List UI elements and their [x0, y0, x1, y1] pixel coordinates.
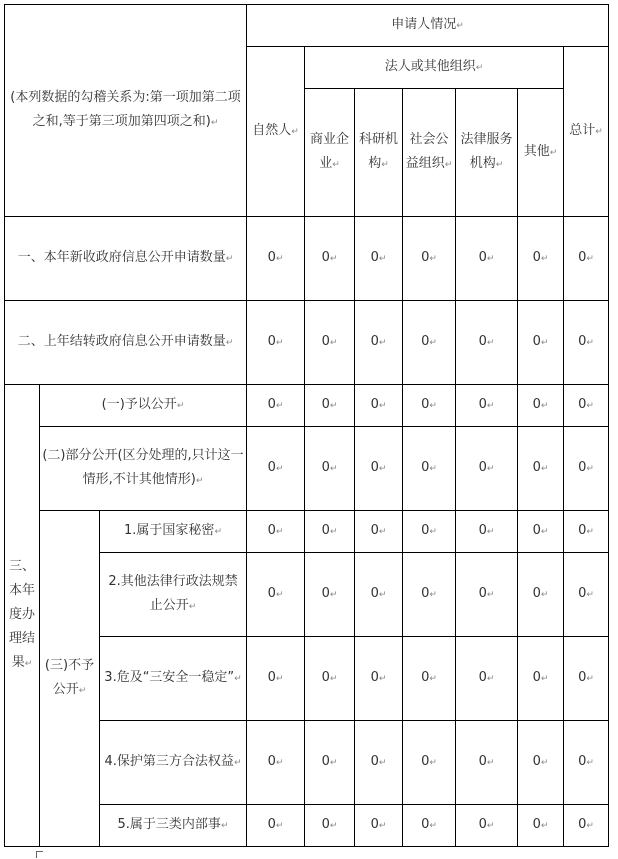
cell-value: 0: [370, 334, 379, 349]
value-cell: [355, 511, 403, 553]
paragraph-mark-icon: ↵: [595, 127, 603, 137]
paragraph-mark-icon: ↵: [378, 464, 387, 474]
cell-value: 0: [478, 817, 487, 832]
paragraph-mark-icon: ↵: [378, 401, 387, 411]
paragraph-mark-icon: ↵: [486, 674, 495, 684]
paragraph-mark-icon: ↵: [329, 674, 338, 684]
value-cell: [355, 385, 403, 427]
cell-value: 0: [370, 586, 379, 601]
value-cell: [355, 217, 403, 301]
value-cell: [305, 637, 355, 721]
paragraph-mark-icon: ↵: [540, 674, 549, 684]
cell-value: 0: [578, 670, 587, 685]
cell-value: 0: [532, 754, 541, 769]
paragraph-mark-icon: ↵: [378, 821, 387, 831]
paragraph-mark-icon: ↵: [586, 527, 594, 537]
cell-value: 0: [321, 817, 330, 832]
paragraph-mark-icon: ↵: [233, 758, 242, 768]
paragraph-mark-icon: ↵: [275, 338, 284, 348]
cell-value: 0: [370, 670, 379, 685]
value-cell: [564, 637, 609, 721]
cell-value: 0: [321, 250, 330, 265]
cell-value: 0: [370, 397, 379, 412]
value-cell: [456, 511, 518, 553]
paragraph-mark-icon: ↵: [225, 254, 234, 264]
paragraph-mark-icon: ↵: [329, 758, 338, 768]
natural-person-text: 自然人: [252, 123, 292, 138]
not-disclosed-label: [40, 511, 100, 847]
cell-value: 0: [421, 250, 430, 265]
value-cell: [564, 427, 609, 511]
table-row: [5, 511, 609, 553]
value-cell: [403, 805, 456, 847]
paragraph-mark-icon: ↵: [378, 527, 387, 537]
paragraph-mark-icon: ↵: [291, 127, 299, 137]
paragraph-mark-icon: ↵: [540, 527, 549, 537]
paragraph-mark-icon: ↵: [586, 821, 594, 831]
cell-value: 0: [578, 754, 587, 769]
cell-value: 0: [321, 460, 330, 475]
cell-value: 0: [532, 397, 541, 412]
cell-value: 0: [578, 586, 587, 601]
paragraph-mark-icon: ↵: [486, 464, 495, 474]
value-cell: [564, 301, 609, 385]
paragraph-mark-icon: ↵: [540, 758, 549, 768]
paragraph-mark-icon: ↵: [378, 254, 387, 264]
paragraph-mark-icon: ↵: [586, 401, 594, 411]
value-cell: [247, 427, 305, 511]
results-group-text: 三、本年度办理结果: [8, 559, 35, 670]
cell-value: 0: [578, 250, 587, 265]
cell-value: 0: [421, 397, 430, 412]
cell-value: 0: [478, 586, 487, 601]
table-row: [5, 385, 609, 427]
other-text: 其他: [523, 144, 550, 159]
note-column-text: (本列数据的勾稽关系为:第一项加第二项之和,等于第三项加第四项之和): [10, 90, 241, 129]
row-label-text: 一、本年新收政府信息公开申请数量: [17, 250, 226, 265]
paragraph-mark-icon: ↵: [540, 821, 549, 831]
paragraph-mark-icon: ↵: [220, 821, 229, 831]
paragraph-mark-icon: ↵: [540, 590, 549, 600]
value-cell: [564, 721, 609, 805]
cell-value: 0: [478, 523, 487, 538]
paragraph-mark-icon: ↵: [429, 401, 437, 411]
value-cell: [247, 217, 305, 301]
row-label-text: 2.其他法律行政法规禁止公开: [108, 574, 238, 613]
paragraph-mark-icon: ↵: [540, 254, 549, 264]
cell-value: 0: [321, 754, 330, 769]
legal-org-header: [305, 47, 564, 89]
paragraph-mark-icon: ↵: [275, 254, 284, 264]
cell-value: 0: [370, 523, 379, 538]
value-cell: [247, 805, 305, 847]
paragraph-mark-icon: ↵: [586, 254, 594, 264]
cell-value: 0: [370, 817, 379, 832]
value-cell: [518, 301, 564, 385]
cell-value: 0: [421, 523, 430, 538]
paragraph-mark-icon: ↵: [444, 160, 453, 170]
value-cell: [403, 217, 456, 301]
paragraph-mark-icon: ↵: [329, 464, 338, 474]
value-cell: [305, 217, 355, 301]
cell-value: 0: [267, 670, 276, 685]
paragraph-mark-icon: ↵: [429, 464, 437, 474]
value-cell: [518, 511, 564, 553]
value-cell: [456, 385, 518, 427]
paragraph-mark-icon: ↵: [586, 674, 594, 684]
total-text: 总计: [569, 123, 596, 138]
cell-value: 0: [532, 460, 541, 475]
value-cell: [305, 511, 355, 553]
paragraph-mark-icon: ↵: [486, 401, 495, 411]
paragraph-mark-icon: ↵: [275, 401, 284, 411]
statistics-table: [4, 4, 609, 847]
paragraph-mark-icon: ↵: [275, 821, 284, 831]
cell-value: 0: [478, 397, 487, 412]
value-cell: [305, 721, 355, 805]
value-cell: [355, 427, 403, 511]
value-cell: [305, 427, 355, 511]
paragraph-mark-icon: ↵: [329, 401, 338, 411]
value-cell: [564, 217, 609, 301]
cell-value: 0: [478, 754, 487, 769]
paragraph-mark-icon: ↵: [329, 338, 338, 348]
value-cell: [564, 511, 609, 553]
paragraph-mark-icon: ↵: [586, 338, 594, 348]
value-cell: [247, 511, 305, 553]
value-cell: [247, 301, 305, 385]
cell-value: 0: [267, 817, 276, 832]
value-cell: [518, 637, 564, 721]
cell-value: 0: [267, 334, 276, 349]
value-cell: [247, 721, 305, 805]
value-cell: [403, 637, 456, 721]
table-row: [5, 217, 609, 301]
value-cell: [247, 553, 305, 637]
paragraph-mark-icon: ↵: [429, 338, 437, 348]
natural-person-header: [247, 47, 305, 217]
value-cell: [456, 637, 518, 721]
value-cell: [456, 553, 518, 637]
paragraph-mark-icon: ↵: [586, 464, 594, 474]
row-label-text: 1.属于国家秘密: [124, 523, 215, 538]
cell-value: 0: [267, 460, 276, 475]
paragraph-mark-icon: ↵: [429, 254, 437, 264]
cell-value: 0: [578, 397, 587, 412]
row-label-text: 3.危及“三安全一稳定”: [104, 670, 235, 685]
paragraph-mark-icon: ↵: [378, 674, 387, 684]
paragraph-mark-icon: ↵: [78, 686, 87, 696]
paragraph-mark-icon: ↵: [214, 527, 222, 537]
value-cell: [456, 721, 518, 805]
row-label-text: 5.属于三类内部事: [117, 817, 221, 832]
paragraph-mark-icon: ↵: [24, 659, 33, 669]
legal-service-text: 法律服务机构: [460, 132, 513, 171]
cell-value: 0: [578, 460, 587, 475]
row-label: [5, 217, 247, 301]
paragraph-mark-icon: ↵: [456, 21, 464, 31]
paragraph-mark-icon: ↵: [329, 527, 338, 537]
other-header: [518, 89, 564, 217]
value-cell: [456, 427, 518, 511]
paragraph-mark-icon: ↵: [486, 590, 495, 600]
cell-value: 0: [532, 523, 541, 538]
cell-value: 0: [421, 460, 430, 475]
cell-value: 0: [321, 670, 330, 685]
cell-value: 0: [532, 250, 541, 265]
cell-value: 0: [370, 754, 379, 769]
cell-value: 0: [321, 586, 330, 601]
cell-value: 0: [532, 586, 541, 601]
applicant-situation-text: 申请人情况: [391, 17, 457, 32]
cell-value: 0: [370, 250, 379, 265]
cell-value: 0: [478, 670, 487, 685]
paragraph-mark-icon: ↵: [275, 527, 284, 537]
paragraph-mark-icon: ↵: [429, 527, 437, 537]
paragraph-mark-icon: ↵: [586, 758, 594, 768]
cell-value: 0: [478, 460, 487, 475]
value-cell: [305, 805, 355, 847]
paragraph-mark-icon: ↵: [495, 160, 504, 170]
results-group-label: [5, 385, 40, 847]
cell-value: 0: [267, 754, 276, 769]
paragraph-mark-icon: ↵: [429, 674, 437, 684]
value-cell: [355, 721, 403, 805]
value-cell: [564, 385, 609, 427]
cell-value: 0: [578, 817, 587, 832]
value-cell: [518, 721, 564, 805]
paragraph-mark-icon: ↵: [234, 674, 242, 684]
paragraph-mark-icon: ↵: [275, 758, 284, 768]
row-label-text: 二、上年结转政府信息公开申请数量: [17, 334, 226, 349]
cell-value: 0: [421, 334, 430, 349]
table-row: [5, 427, 609, 511]
value-cell: [403, 721, 456, 805]
value-cell: [355, 805, 403, 847]
paragraph-mark-icon: ↵: [540, 338, 549, 348]
row-label: [100, 637, 247, 721]
paragraph-mark-icon: ↵: [429, 758, 437, 768]
legal-service-header: [456, 89, 518, 217]
cell-value: 0: [421, 817, 430, 832]
not-disclosed-text: (三)不予公开: [44, 658, 95, 697]
value-cell: [564, 805, 609, 847]
cell-value: 0: [267, 523, 276, 538]
paragraph-mark-icon: ↵: [381, 160, 389, 170]
value-cell: [305, 553, 355, 637]
paragraph-mark-icon: ↵: [486, 527, 495, 537]
legal-org-text: 法人或其他组织: [384, 59, 476, 74]
value-cell: [403, 385, 456, 427]
row-label-text: 4.保护第三方合法权益: [104, 754, 234, 769]
paragraph-mark-icon: ↵: [540, 464, 549, 474]
paragraph-mark-icon: ↵: [275, 674, 284, 684]
cell-value: 0: [421, 754, 430, 769]
paragraph-mark-icon: ↵: [188, 602, 197, 612]
row-label: [100, 511, 247, 553]
paragraph-mark-icon: ↵: [586, 590, 594, 600]
cell-value: 0: [532, 334, 541, 349]
value-cell: [564, 553, 609, 637]
cell-value: 0: [578, 523, 587, 538]
applicant-situation-header: [247, 5, 609, 47]
value-cell: [518, 427, 564, 511]
paragraph-mark-icon: ↵: [275, 464, 284, 474]
paragraph-mark-icon: ↵: [540, 401, 549, 411]
paragraph-mark-icon: ↵: [225, 338, 234, 348]
cell-value: 0: [532, 817, 541, 832]
cell-value: 0: [370, 460, 379, 475]
cell-value: 0: [578, 334, 587, 349]
paragraph-mark-icon: ↵: [329, 254, 338, 264]
value-cell: [247, 385, 305, 427]
table-row: [5, 301, 609, 385]
value-cell: [355, 637, 403, 721]
value-cell: [456, 217, 518, 301]
paragraph-mark-icon: ↵: [378, 758, 387, 768]
value-cell: [247, 637, 305, 721]
cell-value: 0: [421, 670, 430, 685]
paragraph-mark-icon: ↵: [332, 160, 340, 170]
value-cell: [456, 301, 518, 385]
row-label-text: (一)予以公开: [101, 397, 177, 412]
paragraph-mark-icon: ↵: [195, 476, 204, 486]
value-cell: [518, 385, 564, 427]
value-cell: [305, 385, 355, 427]
paragraph-mark-icon: ↵: [329, 821, 338, 831]
cell-value: 0: [321, 334, 330, 349]
social-text: 社会公益组织: [405, 132, 449, 171]
cell-value: 0: [321, 523, 330, 538]
cell-value: 0: [267, 397, 276, 412]
value-cell: [305, 301, 355, 385]
cell-value: 0: [267, 250, 276, 265]
cell-value: 0: [478, 250, 487, 265]
paragraph-mark-icon: ↵: [486, 254, 495, 264]
cell-value: 0: [532, 670, 541, 685]
row-label: [100, 553, 247, 637]
value-cell: [518, 217, 564, 301]
value-cell: [403, 301, 456, 385]
paragraph-mark-icon: ↵: [475, 63, 484, 73]
paragraph-mark-icon: ↵: [549, 148, 558, 158]
cell-value: 0: [478, 334, 487, 349]
row-label: [40, 427, 247, 511]
total-header: [564, 47, 609, 217]
paragraph-mark-icon: ↵: [429, 590, 437, 600]
paragraph-mark-icon: ↵: [486, 338, 495, 348]
value-cell: [403, 511, 456, 553]
social-header: [403, 89, 456, 217]
cell-value: 0: [421, 586, 430, 601]
value-cell: [355, 301, 403, 385]
paragraph-mark-icon: ↵: [429, 821, 437, 831]
paragraph-mark-icon: ↵: [486, 821, 495, 831]
text-cursor-mark: [36, 851, 43, 858]
commercial-text: 商业企业: [310, 132, 350, 171]
row-label: [100, 805, 247, 847]
paragraph-mark-icon: ↵: [176, 401, 185, 411]
row-label-text: (二)部分公开(区分处理的,只计这一情形,不计其他情形): [42, 448, 244, 487]
row-label: [100, 721, 247, 805]
paragraph-mark-icon: ↵: [378, 590, 387, 600]
paragraph-mark-icon: ↵: [275, 590, 284, 600]
research-text: 科研机构: [359, 132, 399, 171]
cell-value: 0: [321, 397, 330, 412]
value-cell: [403, 553, 456, 637]
value-cell: [518, 805, 564, 847]
paragraph-mark-icon: ↵: [486, 758, 495, 768]
row-label: [5, 301, 247, 385]
paragraph-mark-icon: ↵: [378, 338, 387, 348]
commercial-header: [305, 89, 355, 217]
value-cell: [355, 553, 403, 637]
research-header: [355, 89, 403, 217]
value-cell: [456, 805, 518, 847]
value-cell: [403, 427, 456, 511]
paragraph-mark-icon: ↵: [329, 590, 338, 600]
cell-value: 0: [267, 586, 276, 601]
paragraph-mark-icon: ↵: [210, 118, 219, 128]
note-column-header: [5, 5, 247, 217]
value-cell: [518, 553, 564, 637]
row-label: [40, 385, 247, 427]
